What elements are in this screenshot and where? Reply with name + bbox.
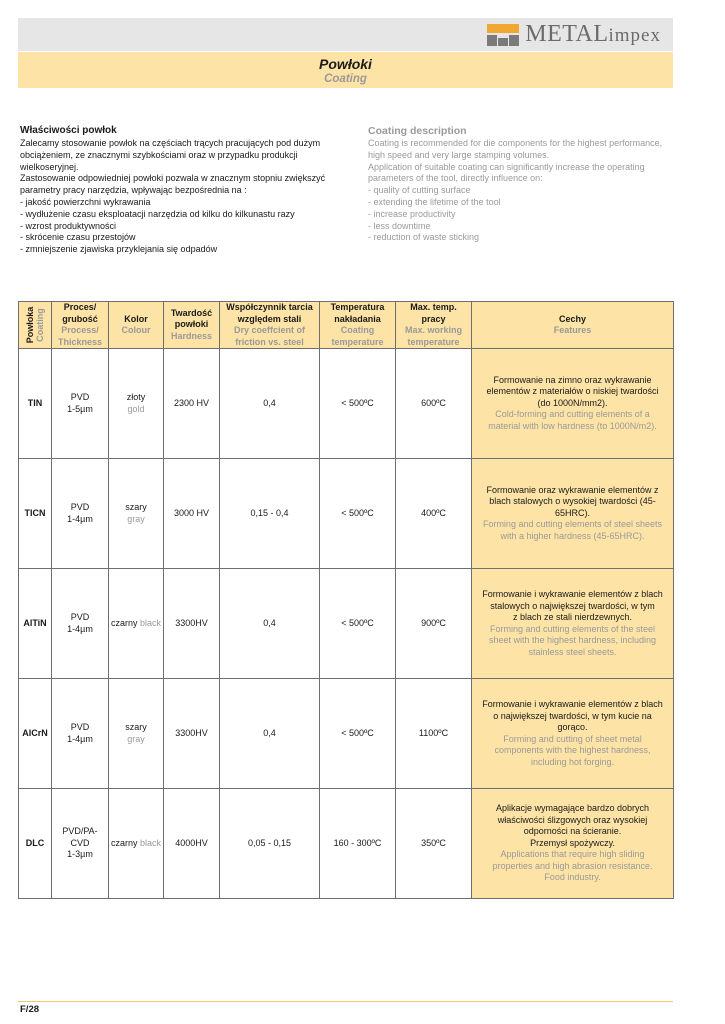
- list-item: - jakość powierzchni wykrawania: [20, 196, 151, 207]
- cell-coating-name: AlCrN: [19, 679, 52, 789]
- cell-features: Formowanie i wykrawanie elementów z blach o największej twardości, w tym kucie na gorąco. Forming and cutting of sheet metal components with the highest hardness, including hot forging.: [472, 679, 674, 789]
- cell-max-temperature: 600ºC: [396, 349, 472, 459]
- cell-coating-temperature: < 500ºC: [320, 459, 396, 569]
- cell-max-temperature: 900ºC: [396, 569, 472, 679]
- metalimpex-logo: [487, 22, 661, 48]
- cell-features: Formowanie i wykrawanie elementów z blach stalowych o największej twardości, w tym z blach ze stali nierdzewnych. Forming and cutting elements of the steel sheet with the highest hardness, including stainless steel sheets.: [472, 569, 674, 679]
- description-paragraph: Zastosowanie odpowiedniej powłoki pozwala w znacznym stopniu zwiększyć parametry pracy narzędzia, wpływając bezpośrednia na :: [20, 173, 326, 196]
- cell-hardness: 4000HV: [164, 789, 220, 899]
- cell-max-temperature: 1100ºC: [396, 679, 472, 789]
- table-row: [19, 459, 674, 569]
- table-row: [19, 679, 674, 789]
- cell-friction: 0,15 - 0,4: [220, 459, 320, 569]
- cell-coating-name: TIN: [19, 349, 52, 459]
- header-coating-temperature: Temperatura nakładania Coating temperature: [320, 302, 396, 349]
- cell-coating-name: AlTiN: [19, 569, 52, 679]
- table-body: [19, 349, 674, 899]
- footer-divider: [18, 1001, 673, 1002]
- description-polish: [20, 125, 355, 256]
- cell-process: PVD/PA- CVD 1-3µm: [52, 789, 109, 899]
- cell-process: PVD 1-4µm: [52, 459, 109, 569]
- description-heading-en: Coating description: [368, 125, 467, 137]
- cell-coating-temperature: < 500ºC: [320, 679, 396, 789]
- cell-colour: szary gray: [109, 459, 164, 569]
- cell-colour: czarny black: [109, 789, 164, 899]
- cell-coating-name: TICN: [19, 459, 52, 569]
- benefit-list-en: [368, 185, 673, 244]
- cell-colour: szary gray: [109, 679, 164, 789]
- list-item: - increase productivity: [368, 208, 456, 219]
- page-number: F/28: [20, 1004, 40, 1015]
- list-item: - quality of cutting surface: [368, 185, 471, 196]
- page-title: Powłoki: [319, 56, 372, 72]
- cell-coating-temperature: 160 - 300ºC: [320, 789, 396, 899]
- page-subtitle: Coating: [324, 73, 367, 85]
- description-english: [368, 125, 673, 244]
- title-bar: [18, 52, 673, 88]
- cell-features: Formowanie na zimno oraz wykrawanie elementów z materiałów o niskiej twardości (do 1000N/mm2). Cold-forming and cutting elements of a material with low hardness (to 1000N/m2).: [472, 349, 674, 459]
- cell-features: Formowanie oraz wykrawanie elementów z blach stalowych o wysokiej twardości (45- 65HRC). Forming and cutting elements of steel sheets with a higher hardness (45-65HRC).: [472, 459, 674, 569]
- cell-coating-temperature: < 500ºC: [320, 349, 396, 459]
- table-header-row: [19, 302, 674, 349]
- description-heading-pl: Właściwości powłok: [20, 125, 117, 136]
- logo-mark-icon: [487, 24, 519, 46]
- cell-process: PVD 1-5µm: [52, 349, 109, 459]
- benefit-list-pl: [20, 197, 355, 256]
- cell-max-temperature: 350ºC: [396, 789, 472, 899]
- list-item: - wydłużenie czasu eksploatacji narzędzia od kilku do kilkunastu razy: [20, 208, 295, 219]
- cell-features: Aplikacje wymagające bardzo dobrych właściwości ślizgowych oraz wysokiej odporności na ścieranie. Przemysł spożywczy. Applications that require high sliding properties and high abrasion resistance. Food industry.: [472, 789, 674, 899]
- cell-hardness: 2300 HV: [164, 349, 220, 459]
- cell-hardness: 3300HV: [164, 569, 220, 679]
- cell-hardness: 3300HV: [164, 679, 220, 789]
- cell-colour: czarny black: [109, 569, 164, 679]
- description-paragraph: Zalecamy stosowanie powłok na częściach trących pracujących pod dużym obciążeniem, ze znacznymi szybkościami oraz w przypadku produkcji wielkoseryjnej.: [20, 138, 321, 172]
- cell-friction: 0,05 - 0,15: [220, 789, 320, 899]
- table-row: [19, 569, 674, 679]
- list-item: - reduction of waste sticking: [368, 232, 480, 243]
- header-hardness: Twardość powłoki Hardness: [164, 302, 220, 349]
- header-coating: Powłoka Coating: [19, 302, 52, 349]
- table-row: [19, 349, 674, 459]
- cell-process: PVD 1-4µm: [52, 679, 109, 789]
- header-colour: Kolor Colour: [109, 302, 164, 349]
- header-features: Cechy Features: [472, 302, 674, 349]
- header-bar: [18, 18, 673, 51]
- list-item: - wzrost produktywności: [20, 220, 117, 231]
- cell-friction: 0,4: [220, 569, 320, 679]
- list-item: - less downtime: [368, 220, 431, 231]
- cell-process: PVD 1-4µm: [52, 569, 109, 679]
- description-paragraph: Coating is recommended for die components for the highest performance, high speed and very large stamping volumes.: [368, 138, 663, 160]
- list-item: - zmniejszenie zjawiska przyklejania się odpadów: [20, 244, 218, 255]
- header-friction: Współczynnik tarcia względem stali Dry coeffcient of friction vs. steel: [220, 302, 320, 349]
- cell-hardness: 3000 HV: [164, 459, 220, 569]
- cell-coating-name: DLC: [19, 789, 52, 899]
- header-max-temperature: Max. temp. pracy Max. working temperature: [396, 302, 472, 349]
- list-item: - extending the lifetime of the tool: [368, 196, 501, 207]
- coating-table: [18, 301, 674, 899]
- cell-max-temperature: 400ºC: [396, 459, 472, 569]
- cell-colour: złoty gold: [109, 349, 164, 459]
- table-row: [19, 789, 674, 899]
- cell-friction: 0,4: [220, 349, 320, 459]
- cell-coating-temperature: < 500ºC: [320, 569, 396, 679]
- cell-friction: 0,4: [220, 679, 320, 789]
- logo-text: METALimpex: [525, 21, 661, 47]
- header-process: Proces/ grubość Process/ Thickness: [52, 302, 109, 349]
- list-item: - skrócenie czasu przestojów: [20, 232, 136, 243]
- description-paragraph: Application of suitable coating can significantly increase the operating parameters of the tool, directly influence on:: [368, 161, 645, 184]
